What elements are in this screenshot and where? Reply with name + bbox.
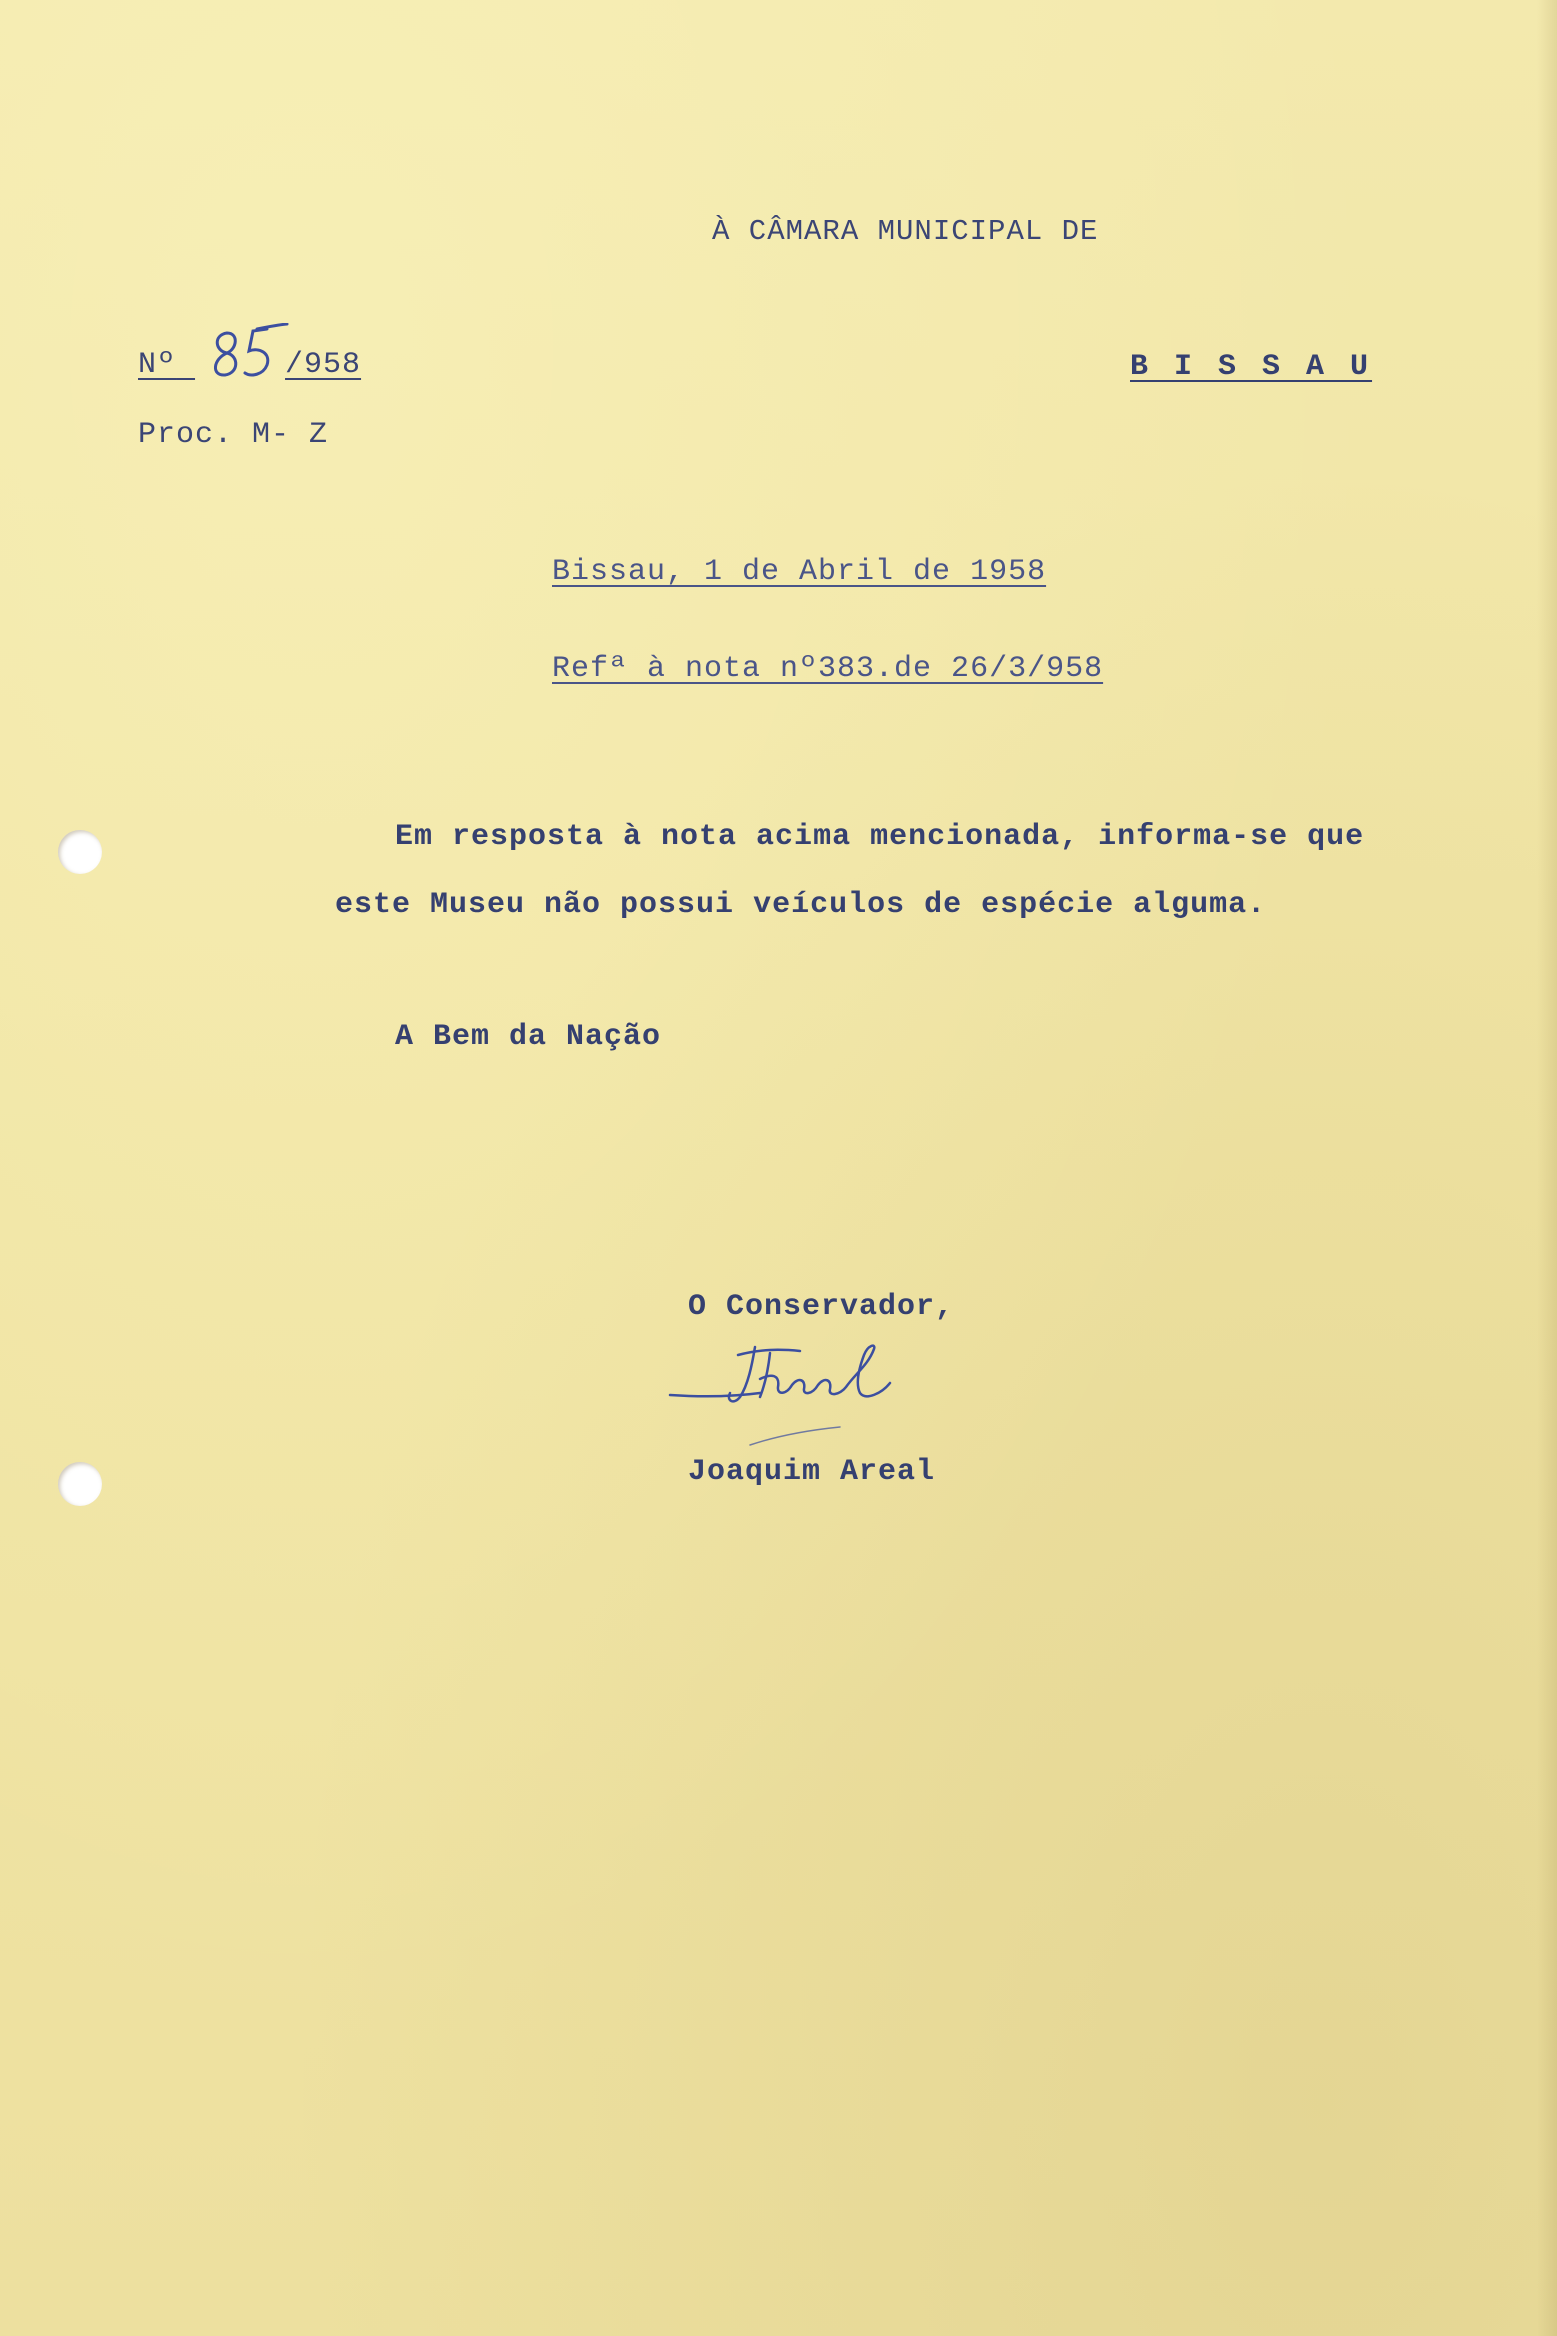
- date-line: Bissau, 1 de Abril de 1958: [552, 555, 1047, 589]
- signatory-name: Joaquim Areal: [688, 1455, 936, 1489]
- punch-hole-top: [58, 830, 102, 874]
- punch-hole-bottom: [58, 1462, 102, 1506]
- handwritten-number-85: [205, 323, 295, 389]
- signatory-title: O Conservador,: [688, 1290, 955, 1324]
- city-header: B I S S A U: [1130, 350, 1373, 384]
- signature: [660, 1335, 960, 1455]
- page-edge-shadow: [1537, 0, 1557, 2336]
- body-line-1: Em resposta à nota acima mencionada, informa-se que: [395, 820, 1365, 854]
- reference-note-line: Refª à nota nº383.de 26/3/958: [552, 652, 1104, 686]
- addressee-line: À CÂMARA MUNICIPAL DE: [712, 215, 1099, 248]
- closing-line: A Bem da Nação: [395, 1020, 662, 1054]
- reference-year: /958: [285, 348, 362, 382]
- body-line-2: este Museu não possui veículos de espécie alguma.: [335, 888, 1267, 922]
- process-reference: Proc. M- Z: [138, 418, 329, 452]
- reference-prefix: Nº: [138, 348, 177, 382]
